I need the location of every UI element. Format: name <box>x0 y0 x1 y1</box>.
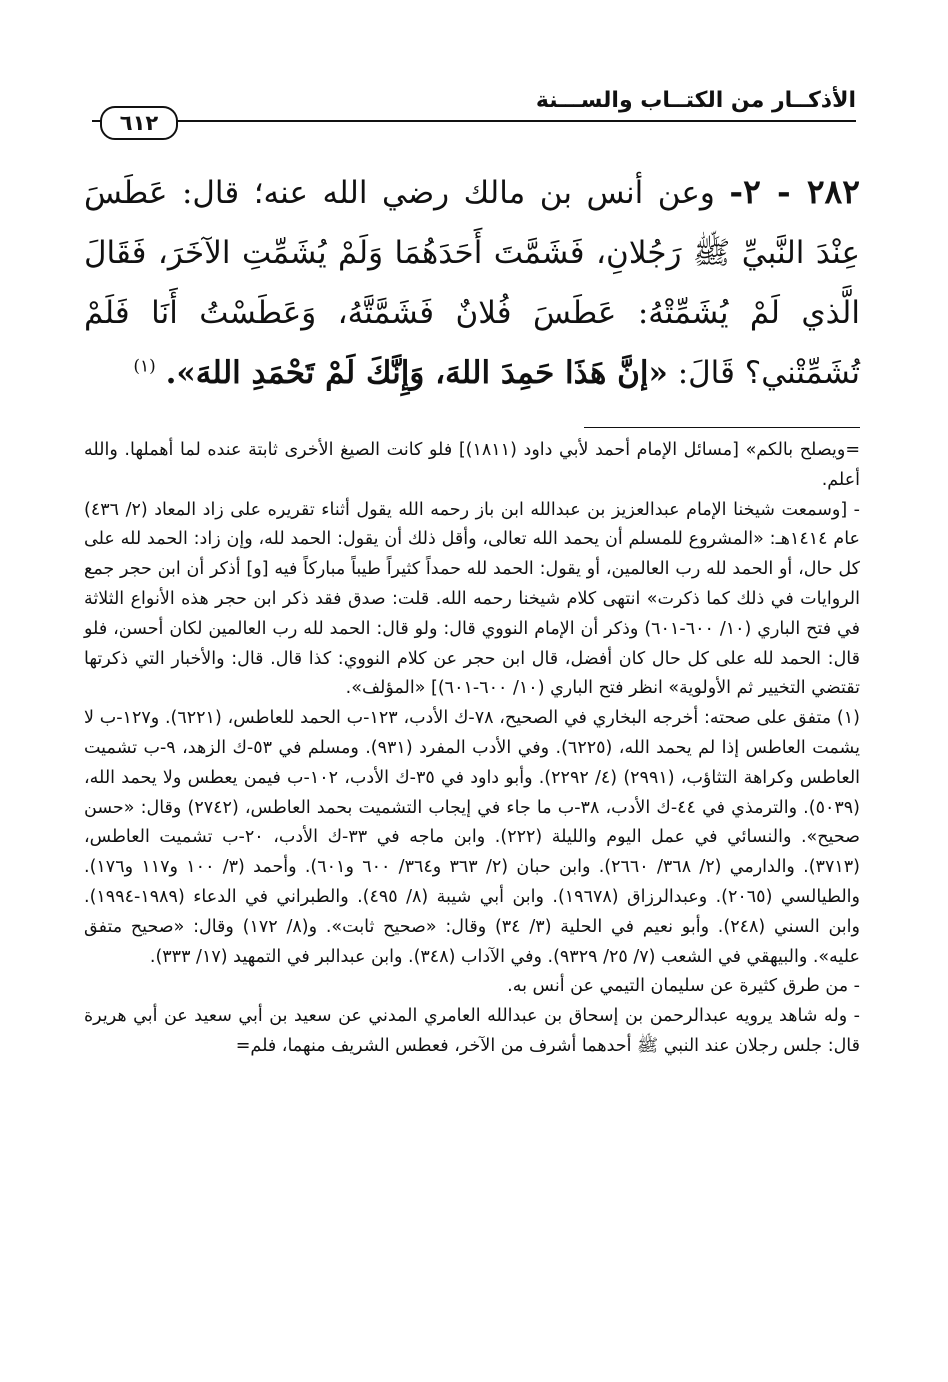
book-title: الأذكــار من الكتــاب والســـنة <box>535 88 856 113</box>
footnote-1-witness: - وله شاهد يرويه عبدالرحمن بن إسحاق بن عبدالله العامري المدني عن سعيد بن أبي سعيد عن أبي هريرة قال: جلس رجلان عند النبي ﷺ أحدهما أشرف من الآخر، فعطس الشريف منهما، فلم= <box>84 1006 860 1056</box>
footnote-1: (١) متفق على صحته: أخرجه البخاري في الصحيح، ٧٨-ك الأدب، ١٢٣-ب الحمد للعاطس، (٦٢٢١). و١٢٧-ب لا يشمت العاطس إذا لم يحمد الله، (٦٢٢٥). وفي الأدب المفرد (٩٣١). ومسلم في ٥٣-ك الزهد، ٩-ب تشميت العاطس وكراهة التثاؤب، (٢٩٩١) (٤/ ٢٢٩٢). وأبو داود في ٣٥-ك الأدب، ١٠٢-ب فيمن يعطس ولا يحمد الله، (٥٠٣٩). والترمذي في ٤٤-ك الأدب، ٣٨-ب ما جاء في إيجاب التشميت بحمد العاطس، (٢٧٤٢) وقال: «حسن صحيح». والنسائي في عمل اليوم والليلة (٢٢٢). وابن ماجه في ٣٣-ك الأدب، ٢٠-ب تشميت العاطس، (٣٧١٣). والدارمي (٢/ ٣٦٨/ ٢٦٦٠). وابن حبان (٢/ ٣٦٣ و٣٦٤/ ٦٠٠ و٦٠١). وأحمد (٣/ ١٠٠ و١١٧ و١٧٦). والطيالسي (٢٠٦٥). وعبدالرزاق (١٩٦٧٨). وابن أبي شيبة (٨/ ٤٩٥). والطبراني في الدعاء (١٩٨٩-١٩٩٤). وابن السني (٢٤٨). وأبو نعيم في الحلية (٣/ ٣٤) وقال: «صحيح ثابت». و(٨/ ١٧٢) وقال: «صحيح متفق عليه». والبيهقي في الشعب (٧/ ٢٥/ ٩٣٢٩). وفي الآداب (٣٤٨). وابن عبدالبر في التمهيد (١٧/ ٣٣٣). <box>84 708 861 967</box>
hadith-quote: «إنَّ هَذَا حَمِدَ اللهَ، وَإِنَّكَ لَمْ تَحْمَدِ اللهَ». <box>165 355 668 391</box>
page-number: ٦١٢ <box>100 106 178 140</box>
footnote-separator <box>584 427 860 428</box>
footnote-reference: (١) <box>133 356 156 377</box>
header-rule <box>92 120 856 122</box>
hadith-block <box>84 162 860 403</box>
footnote-continuation: =ويصلح بالكم» [مسائل الإمام أحمد لأبي داود (١٨١١)] فلو كانت الصيغ الأخرى ثابتة عنده لما أهملها. والله أعلم. <box>84 440 860 490</box>
footnote-1-paths: - من طرق كثيرة عن سليمان التيمي عن أنس به. <box>507 976 860 997</box>
footnotes <box>84 436 860 1062</box>
running-header <box>92 78 856 135</box>
hadith-number: ٢٨٢ - ٢- <box>729 172 860 211</box>
footnote-author-note: - [وسمعت شيخنا الإمام عبدالعزيز بن عبدالله ابن باز رحمه الله يقول أثناء تقريره على زاد المعاد (٢/ ٤٣٦) عام ١٤١٤هـ: «المشروع للمسلم أن يحمد الله تعالى، وأقل ذلك أن يقول: الحمد لله، وإن زاد: الحمد لله على كل حال، أو الحمد لله رب العالمين، أو يقول: الحمد لله حمداً كثيراً طيباً مباركاً فيه [و] أذكر أن ابن حجر جمع الروايات في ذلك كما ذكرت» انتهى كلام شيخنا رحمه الله. قلت: صدق فقد ذكر ابن حجر هذه الأنواع الثلاثة في فتح الباري (١٠/ ٦٠٠-٦٠١) وذكر أن الإمام النووي قال: ولو قال: الحمد لله رب العالمين لكان أحسن، فلو قال: الحمد لله على كل حال كان أفضل، قال ابن حجر عن كلام النووي: كذا قال. قال: والأخبار التي ذكرتها تقتضي التخيير ثم الأولوية» انظر فتح الباري (١٠/ ٦٠٠-٦٠١)] «المؤلف». <box>84 499 860 699</box>
hadith-text: وعن أنس بن مالك رضي الله عنه؛ قال: عَطَسَ عِنْدَ النَّبيِّ ﷺ رَجُلانِ، فَشَمَّتَ أَحَدَهُمَا وَلَمْ يُشَمِّتِ الآخَرَ، فَقَالَ الَّذي لَمْ يُشَمِّتْهُ: عَطَسَ فُلانٌ فَشَمَّتَّهُ، وَعَطَسْتُ أَنَا فَلَمْ تُشَمِّتْني؟ قَالَ: <box>84 175 860 391</box>
